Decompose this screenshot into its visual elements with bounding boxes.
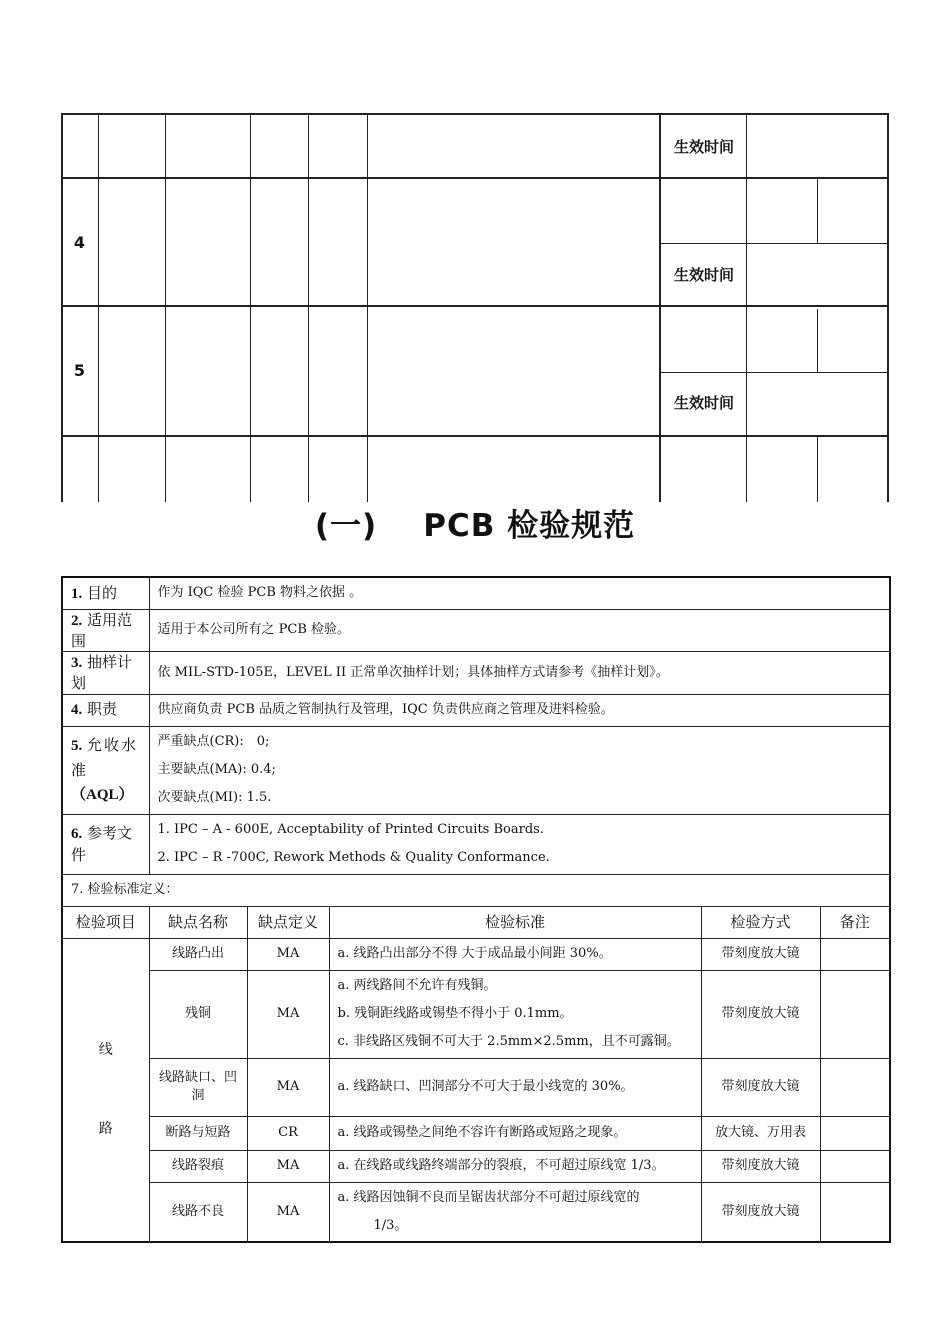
grid-line [817, 309, 818, 373]
standard-line: b. 残铜距线路或锡垫不得小于 0.1mm。 [337, 1006, 573, 1021]
section-row [62, 694, 890, 726]
standard-line: c. 非线路区残铜不可大于 2.5mm×2.5mm，且不可露铜。 [337, 1034, 680, 1049]
defect-level: MA [247, 938, 329, 970]
revision-number: 5 [73, 361, 86, 380]
method-cell: 带刻度放大镜 [701, 1058, 820, 1116]
section-label: 6. 参考文件 [62, 814, 149, 874]
section-content: 作为 IQC 检验 PCB 物料之依据 。 [149, 577, 890, 609]
group-label: 线 [98, 1041, 113, 1058]
header-cell: 缺点定义 [247, 906, 329, 938]
grid-line [61, 435, 889, 437]
section-label: 3. 抽样计划 [62, 652, 149, 695]
header-cell: 检验项目 [62, 906, 149, 938]
standard-cell: a. 在线路或线路终端部分的裂痕，不可超过原线宽 1/3。 [329, 1150, 701, 1182]
section-content: 依 MIL-STD-105E，LEVEL II 正常单次抽样计划；具体抽样方式请参考《抽样计划》。 [149, 652, 890, 695]
table-row [62, 1058, 890, 1116]
defect-level: MA [247, 970, 329, 1058]
grid-line [817, 179, 818, 243]
standard-cell: a. 线路缺口、凹洞部分不可大于最小线宽的 30%。 [329, 1058, 701, 1116]
effective-time-label: 生效时间 [673, 138, 734, 156]
page-title [0, 500, 950, 545]
defect-name: 残铜 [149, 970, 247, 1058]
section-label: 4. 职责 [62, 694, 149, 726]
section-row [62, 577, 890, 609]
table-row [62, 1116, 890, 1150]
table-row [62, 1150, 890, 1182]
grid-line [659, 113, 661, 502]
header-cell: 检验标准 [329, 906, 701, 938]
method-cell: 带刻度放大镜 [701, 970, 820, 1058]
defect-name: 线路缺口、凹洞 [149, 1058, 247, 1116]
defect-level: MA [247, 1182, 329, 1242]
method-cell: 带刻度放大镜 [701, 1182, 820, 1242]
section-row [62, 652, 890, 695]
grid-line [61, 113, 889, 115]
defect-name: 断路与短路 [149, 1116, 247, 1150]
note-cell [820, 1058, 890, 1116]
method-cell: 带刻度放大镜 [701, 938, 820, 970]
standard-line: 1/3。 [373, 1217, 408, 1233]
section-label: 2. 适用范围 [62, 609, 149, 652]
header-cell: 备注 [820, 906, 890, 938]
grid-line [887, 113, 889, 502]
grid-line [165, 113, 166, 502]
defect-level: MA [247, 1150, 329, 1182]
note-cell [820, 970, 890, 1058]
revision-number: 4 [73, 233, 86, 252]
grid-line [98, 113, 99, 502]
effective-time-label: 生效时间 [673, 266, 734, 284]
table-row [62, 1182, 890, 1242]
grid-line [61, 305, 889, 307]
standard-line: a. 两线路间不允许有残铜。 [337, 978, 497, 993]
section-content: 供应商负责 PCB 品质之管制执行及管理，IQC 负责供应商之管理及进料检验。 [149, 694, 890, 726]
standard-cell: a. 线路或锡垫之间绝不容许有断路或短路之现象。 [329, 1116, 701, 1150]
section-row [62, 609, 890, 652]
defect-name: 线路不良 [149, 1182, 247, 1242]
grid-line [817, 437, 818, 502]
grid-line [746, 113, 747, 502]
inspection-spec-table [61, 576, 891, 1243]
defect-name: 线路凸出 [149, 938, 247, 970]
method-cell: 带刻度放大镜 [701, 1150, 820, 1182]
note-cell [820, 938, 890, 970]
defect-level: CR [247, 1116, 329, 1150]
note-cell [820, 1150, 890, 1182]
table-row [62, 970, 890, 1058]
grid-line [250, 113, 251, 502]
section-row [62, 814, 890, 874]
effective-time-label: 生效时间 [673, 394, 734, 412]
note-cell [820, 1182, 890, 1242]
aql-line: 严重缺点(CR): 0; [157, 734, 270, 749]
standard-line: a. 线路因蚀铜不良而呈锯齿状部分不可超过原线宽的 [337, 1189, 640, 1205]
section-content [149, 814, 890, 874]
standard-cell [329, 970, 701, 1058]
section-label: 1. 目的 [62, 577, 149, 609]
section-row [62, 874, 890, 906]
grid-line [659, 372, 889, 373]
table-row [62, 938, 890, 970]
grid-line [61, 113, 63, 502]
group-label: 路 [98, 1120, 113, 1137]
grid-line [367, 113, 368, 502]
defect-level: MA [247, 1058, 329, 1116]
grid-line [308, 113, 309, 502]
standard-cell [329, 1182, 701, 1242]
method-cell: 放大镜、万用表 [701, 1116, 820, 1150]
note-cell [820, 1116, 890, 1150]
section-row [62, 726, 890, 814]
aql-line: 主要缺点(MA): 0.4; [157, 762, 276, 777]
section-content [149, 726, 890, 814]
standard-cell: a. 线路凸出部分不得 大于成品最小间距 30%。 [329, 938, 701, 970]
table-header-row [62, 906, 890, 938]
defect-name: 线路裂痕 [149, 1150, 247, 1182]
reference-line: 1. IPC – A - 600E, Acceptability of Printed Circuits Boards. [157, 822, 544, 837]
definition-heading: 7. 检验标准定义： [62, 874, 890, 906]
group-cell [62, 938, 149, 1242]
section-content: 适用于本公司所有之 PCB 检验。 [149, 609, 890, 652]
title-text: PCB 检验规范 [423, 508, 636, 544]
header-cell: 检验方式 [701, 906, 820, 938]
aql-line: 次要缺点(MI): 1.5. [157, 790, 272, 805]
grid-line [61, 177, 889, 179]
reference-line: 2. IPC – R -700C, Rework Methods & Quality Conformance. [157, 850, 550, 865]
header-cell: 缺点名称 [149, 906, 247, 938]
section-label: 5. 允收水准 （AQL） [62, 726, 149, 814]
revision-table [61, 113, 889, 502]
grid-line [659, 243, 889, 244]
title-prefix: (一) [314, 508, 378, 544]
